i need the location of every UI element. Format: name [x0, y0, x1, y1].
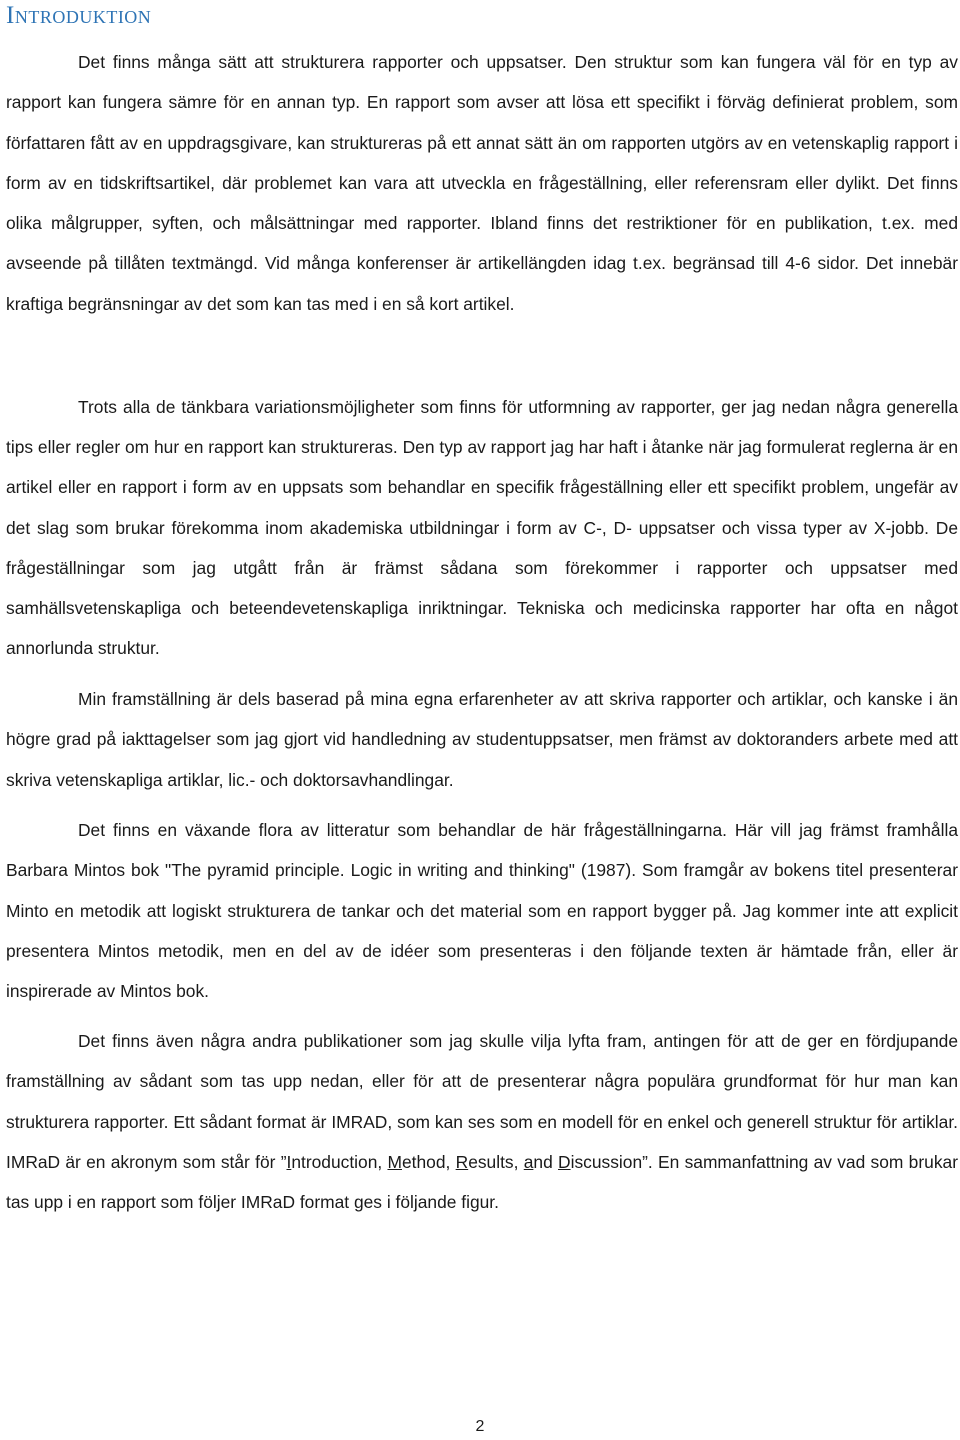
paragraph-5: [6, 1021, 958, 1222]
acronym-letter-d: D: [558, 1151, 571, 1172]
acronym-word-and: nd: [533, 1151, 559, 1172]
paragraph-4: Det finns en växande flora av litteratur som behandlar de här frågeställningarna. Här vill jag främst framhålla Barbara Mintos bok "The pyramid principle. Logic in writing and thinking" (1987). Som framgår av bokens titel presenterar Minto en metodik att logiskt strukturera de tankar och det material som en rapport bygger på. Jag kommer inte att explicit presentera Mintos metodik, men en del av de idéer som presenteras i den följande texten är hämtade från, eller är inspirerade av Mintos bok.: [6, 820, 958, 1002]
section-heading: Introduktion: [6, 2, 152, 29]
acronym-word-results: esults,: [468, 1151, 524, 1172]
acronym-letter-m: M: [387, 1151, 402, 1172]
page-number: 2: [475, 1418, 485, 1435]
paragraph-2: Trots alla de tänkbara variationsmöjligheter som finns för utformning av rapporter, ger jag nedan några generella tips eller regler om hur en rapport kan struktureras. Den typ av rapport jag har haft i åtanke när jag formulerat reglerna är en artikel eller en rapport i form av en uppsats som behandlar en specifik frågeställning eller ett specifikt problem, ungefär av det slag som brukar förekomma inom akademiska utbildningar i form av C-, D- uppsatser och vissa typer av X-jobb. De frågeställningar som jag utgått från är främst sådana som förekommer i rapporter och uppsatser med samhällsvetenskapliga och beteendevetenskapliga inriktningar. Tekniska och medicinska rapporter har ofta en något annorlunda struktur.: [6, 397, 958, 659]
paragraph-3: Min framställning är dels baserad på mina egna erfarenheter av att skriva rapporter och artiklar, och kanske i än högre grad på iakttagelser som jag gjort vid handledning av studentuppsatser, men främst av doktoranders arbete med att skriva vetenskapliga artiklar, lic.- och doktorsavhandlingar.: [6, 689, 958, 790]
acronym-word-method: ethod,: [401, 1151, 456, 1172]
acronym-letter-r: R: [455, 1151, 469, 1172]
paragraph-5-text-start: Det finns även några andra publikationer som jag skulle vilja lyfta fram, antingen för att de ger en fördjupande framställning av sådant som tas upp nedan, eller för att de presenterar några populära grundformat för hur man kan strukturera rapporter. Ett sådant format är IMRAD, som kan ses som en modell för en enkel och generell struktur för artiklar. IMRaD är en akronym som står för ”: [6, 1031, 958, 1172]
acronym-word-introduction: ntroduction,: [291, 1151, 388, 1172]
acronym-letter-a: a: [523, 1151, 534, 1172]
acronym-letter-i: I: [286, 1151, 292, 1172]
acronym-word-discussion: iscussion”.: [570, 1151, 653, 1172]
paragraph-5-text-end: En sammanfattning av vad som brukar tas upp i en rapport som följer IMRaD format ges i följande figur.: [6, 1151, 958, 1213]
paragraph-1: Det finns många sätt att strukturera rapporter och uppsatser. Den struktur som kan fungera väl för en typ av rapport kan fungera sämre för en annan typ. En rapport som avser att lösa ett specifikt i förväg definierat problem, som författaren fått av en uppdragsgivare, kan struktureras på ett annat sätt än om rapporten utgörs av en vetenskaplig rapport i form av en tidskriftsartikel, där problemet kan vara att utveckla en frågeställning, eller referensram eller dylikt. Det finns olika målgrupper, syften, och målsättningar med rapporter. Ibland finns det restriktioner för en publikation, t.ex. med avseende på tillåten textmängd. Vid många konferenser är artikellängden idag t.ex. begränsad till 4-6 sidor. Det innebär kraftiga begränsningar av det som kan tas med i en så kort artikel.: [6, 52, 958, 314]
